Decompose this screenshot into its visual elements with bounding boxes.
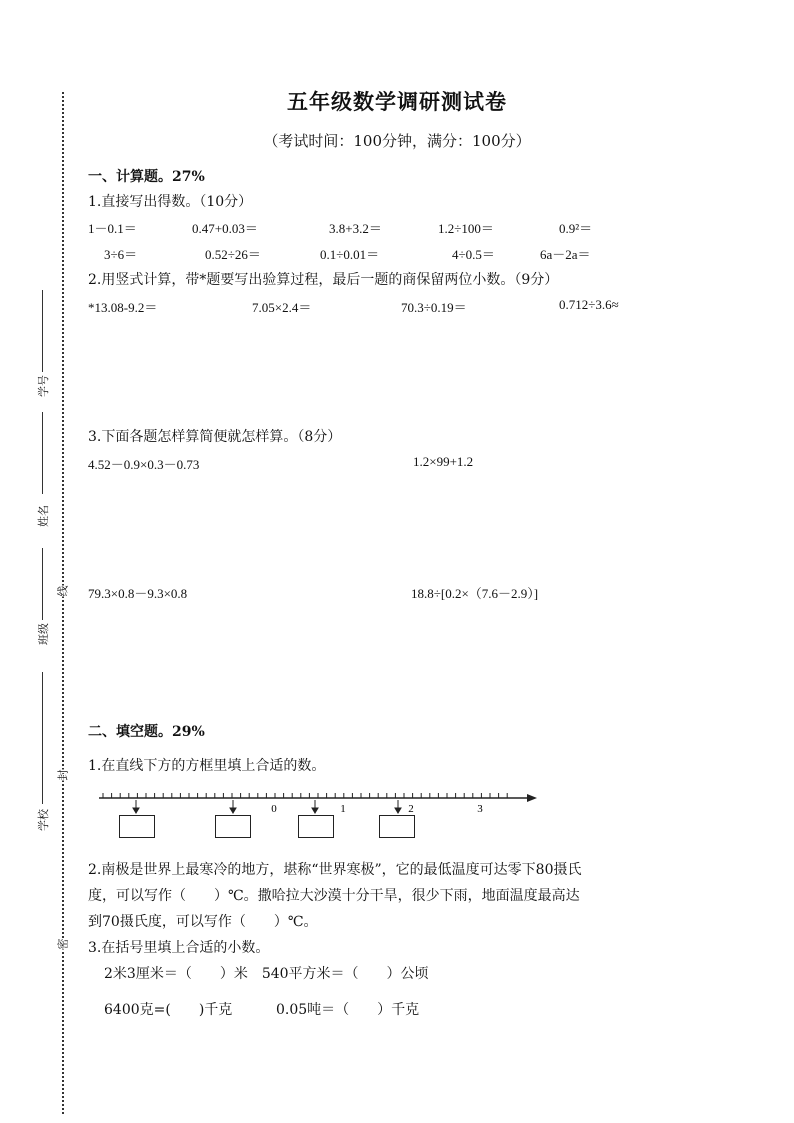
banji-line — [42, 548, 43, 620]
tick-label-2: 2 — [408, 803, 414, 815]
s2-q3-line1: 2米3厘米＝（ ）米 540平方米＝（ ）公顷 — [104, 966, 429, 982]
xuehao-line — [42, 290, 43, 372]
s2-q3-line2b: 0.05吨＝（ ）千克 — [276, 1002, 420, 1018]
xuexiao-line — [42, 672, 43, 804]
s1-q3-item2: 1.2×99+1.2 — [413, 454, 474, 469]
s2-q2-line2: 度，可以写作（ ）℃。撒哈拉大沙漠十分干旱，很少下雨，地面温度最高达 — [88, 888, 580, 904]
s1-q3-item1: 4.52－0.9×0.3－0.73 — [88, 457, 200, 472]
s1-q1-r1-c5: 0.9²＝ — [559, 221, 593, 236]
section2-heading: 二、填空题。29% — [88, 724, 205, 740]
s1-q2-item4: 0.712÷3.6≈ — [559, 297, 619, 312]
answer-box-4[interactable] — [379, 815, 415, 838]
s1-q1-r2-c1: 3÷6＝ — [104, 247, 138, 262]
tick-label-3: 3 — [477, 803, 483, 815]
page-subtitle: （考试时间：100分钟，满分：100分） — [263, 132, 531, 150]
page-title: 五年级数学调研测试卷 — [287, 89, 507, 114]
s1-q1-r2-c5: 6a－2a＝ — [540, 247, 591, 262]
s1-q3-item3: 79.3×0.8－9.3×0.8 — [88, 586, 188, 601]
s1-q2-text: 2.用竖式计算，带*题要写出验算过程，最后一题的商保留两位小数。（9分） — [88, 272, 559, 288]
s2-q1-text: 1.在直线下方的方框里填上合适的数。 — [88, 758, 326, 774]
tick-label-0: 0 — [271, 803, 277, 815]
xingming-label: 姓名 — [37, 505, 50, 527]
s1-q2-item3: 70.3÷0.19＝ — [401, 300, 467, 315]
xuehao-label: 学号 — [37, 375, 50, 397]
section1-heading: 一、计算题。27% — [88, 169, 205, 185]
s1-q1-r1-c1: 1－0.1＝ — [88, 221, 137, 236]
s1-q1-r2-c2: 0.52÷26＝ — [205, 247, 261, 262]
answer-box-2[interactable] — [215, 815, 251, 838]
s2-q2-line3: 到70摄氏度，可以写作（ ）℃。 — [88, 914, 318, 930]
tick-label-1: 1 — [340, 803, 346, 815]
xuexiao-label: 学校 — [37, 809, 50, 831]
xian-label: 线 — [56, 585, 70, 597]
binding-dotted-line — [62, 92, 64, 1114]
s2-q3-text: 3.在括号里填上合适的小数。 — [88, 940, 270, 956]
s2-q2-line1: 2.南极是世界上最寒冷的地方，堪称“世界寒极”，它的最低温度可达零下80摄氏 — [88, 862, 582, 878]
answer-box-1[interactable] — [119, 815, 155, 838]
feng-label: 封 — [56, 769, 70, 781]
number-line — [95, 784, 540, 816]
xingming-line — [42, 412, 43, 494]
s2-q3-line2a: 6400克=( )千克 — [104, 1002, 233, 1018]
s1-q2-item1: *13.08-9.2＝ — [88, 300, 158, 315]
s1-q2-item2: 7.05×2.4＝ — [252, 300, 312, 315]
s1-q1-r1-c4: 1.2÷100＝ — [438, 221, 494, 236]
s1-q1-r2-c3: 0.1÷0.01＝ — [320, 247, 380, 262]
s1-q1-r1-c2: 0.47+0.03＝ — [192, 221, 258, 236]
s1-q1-r2-c4: 4÷0.5＝ — [452, 247, 495, 262]
s1-q3-item4: 18.8÷[0.2×（7.6－2.9）] — [411, 586, 539, 601]
mi-label: 密 — [56, 938, 70, 950]
banji-label: 班级 — [37, 623, 50, 645]
s1-q1-r1-c3: 3.8+3.2＝ — [329, 221, 382, 236]
s1-q1-text: 1.直接写出得数。（10分） — [88, 194, 253, 210]
answer-box-3[interactable] — [298, 815, 334, 838]
s1-q3-text: 3.下面各题怎样算简便就怎样算。（8分） — [88, 429, 342, 445]
